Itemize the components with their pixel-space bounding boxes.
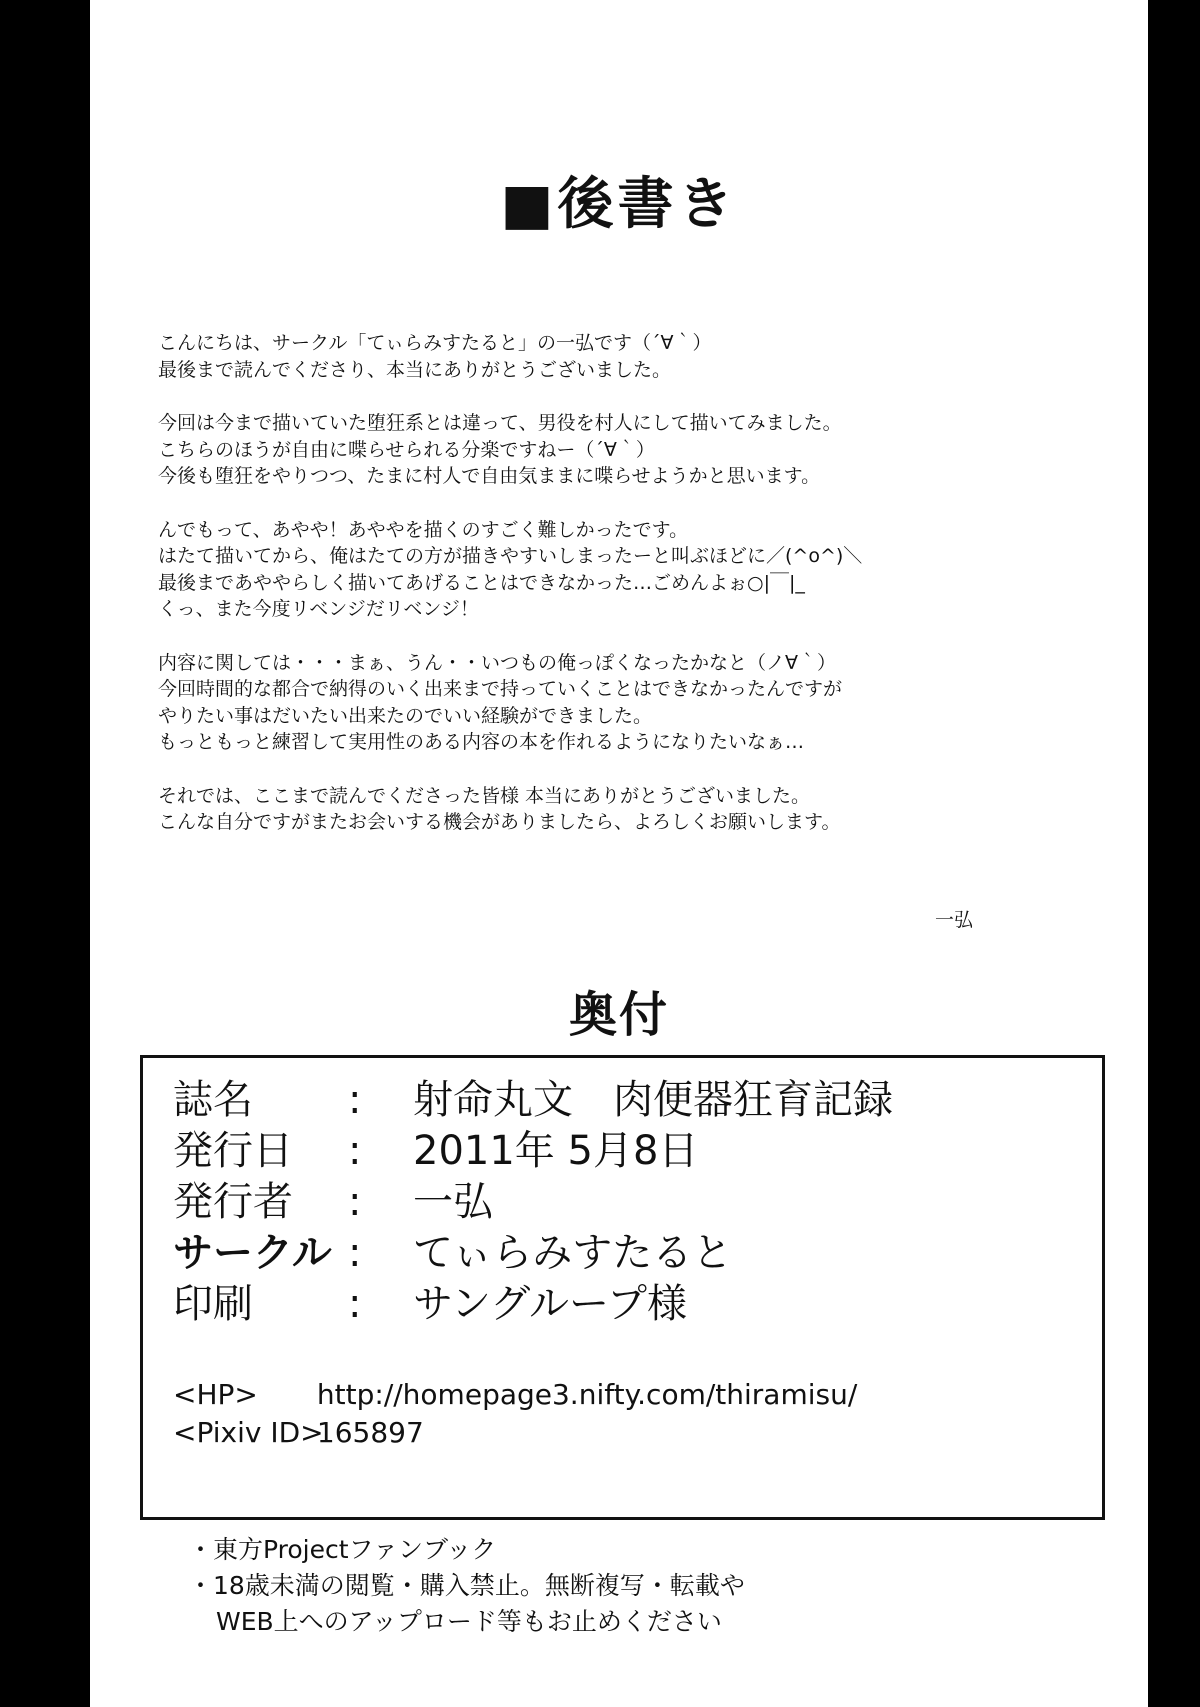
info-separator: :	[348, 1230, 362, 1276]
info-value: てぃらみすたると	[413, 1230, 733, 1276]
link-row-homepage	[173, 1376, 857, 1414]
text-line: はたて描いてから、俺はたての方が描きやすいしまったーと叫ぶほどに／(^o^)＼	[158, 545, 863, 567]
link-value: 165897	[316, 1416, 424, 1449]
page	[90, 0, 1148, 1707]
text-line: こんにちは、サークル「てぃらみすたると」の一弘です（´∀｀）	[158, 332, 712, 354]
info-separator: :	[348, 1179, 362, 1225]
text-line: んでもって、あやや！あややを描くのすごく難しかったです。	[158, 518, 689, 541]
link-label: <Pixiv ID>	[173, 1416, 324, 1449]
text-line: くっ、また今度リベンジだリベンジ！	[158, 598, 479, 620]
afterword-paragraph	[158, 410, 1038, 490]
text-line: 今回は今まで描いていた堕狂系とは違って、男役を村人にして描いてみました。	[158, 412, 842, 434]
afterword-body	[158, 330, 1038, 863]
colophon-box	[140, 1055, 1105, 1520]
notes	[188, 1532, 745, 1640]
info-key: サークル	[173, 1230, 332, 1276]
link-row-pixiv	[173, 1414, 424, 1452]
text-line: やりたい事はだいたい出来たのでいい経験ができました。	[158, 704, 653, 727]
info-value: サングループ様	[413, 1281, 687, 1327]
info-separator: :	[348, 1281, 362, 1327]
info-key: 印刷	[173, 1281, 253, 1327]
info-value: 2011年 5月8日	[413, 1128, 699, 1174]
afterword-paragraph	[158, 330, 1038, 383]
info-key: 発行日	[173, 1128, 293, 1174]
afterword-paragraph	[158, 783, 1038, 836]
info-separator: :	[348, 1077, 362, 1123]
text-line: 今後も堕狂をやりつつ、たまに村人で自由気ままに喋らせようかと思います。	[158, 465, 821, 487]
text-line: 最後まであややらしく描いてあげることはできなかった…ごめんよぉ○|￣|_	[158, 571, 805, 594]
link-value: http://homepage3.nifty.com/thiramisu/	[316, 1378, 858, 1411]
note-item: ・18歳未満の閲覧・購入禁止。無断複写・転載や	[188, 1571, 745, 1600]
info-key: 発行者	[173, 1179, 293, 1225]
text-line: 今回時間的な都合で納得のいく出来まで持っていくことはできなかったんですが	[158, 678, 843, 700]
text-line: もっともっと練習して実用性のある内容の本を作れるようになりたいなぁ…	[158, 731, 805, 753]
afterword-paragraph	[158, 517, 1038, 623]
info-value: 射命丸文 肉便器狂育記録	[413, 1077, 893, 1123]
text-line: こちらのほうが自由に喋らせられる分楽ですねー（´∀｀）	[158, 438, 655, 461]
info-value: 一弘	[413, 1179, 493, 1225]
afterword-paragraph	[158, 650, 1038, 756]
info-separator: :	[348, 1128, 362, 1174]
text-line: こんな自分ですがまたお会いする機会がありましたら、よろしくお願いします。	[158, 811, 841, 833]
link-label: <HP>	[173, 1378, 258, 1411]
note-item: ・東方Projectファンブック	[188, 1535, 497, 1564]
text-line: それでは、ここまで読んでくださった皆様 本当にありがとうございました。	[158, 784, 811, 807]
info-key: 誌名	[173, 1077, 253, 1123]
note-item: WEB上へのアップロード等もお止めください	[216, 1607, 722, 1636]
afterword-title: ■後書き	[500, 172, 738, 237]
signature: 一弘	[935, 909, 974, 931]
text-line: 内容に関しては・・・まぁ、うん・・いつもの俺っぽくなったかなと（ノ∀｀）	[158, 651, 836, 674]
colophon-title: 奥付	[568, 987, 669, 1043]
text-line: 最後まで読んでくださり、本当にありがとうございました。	[158, 358, 672, 381]
